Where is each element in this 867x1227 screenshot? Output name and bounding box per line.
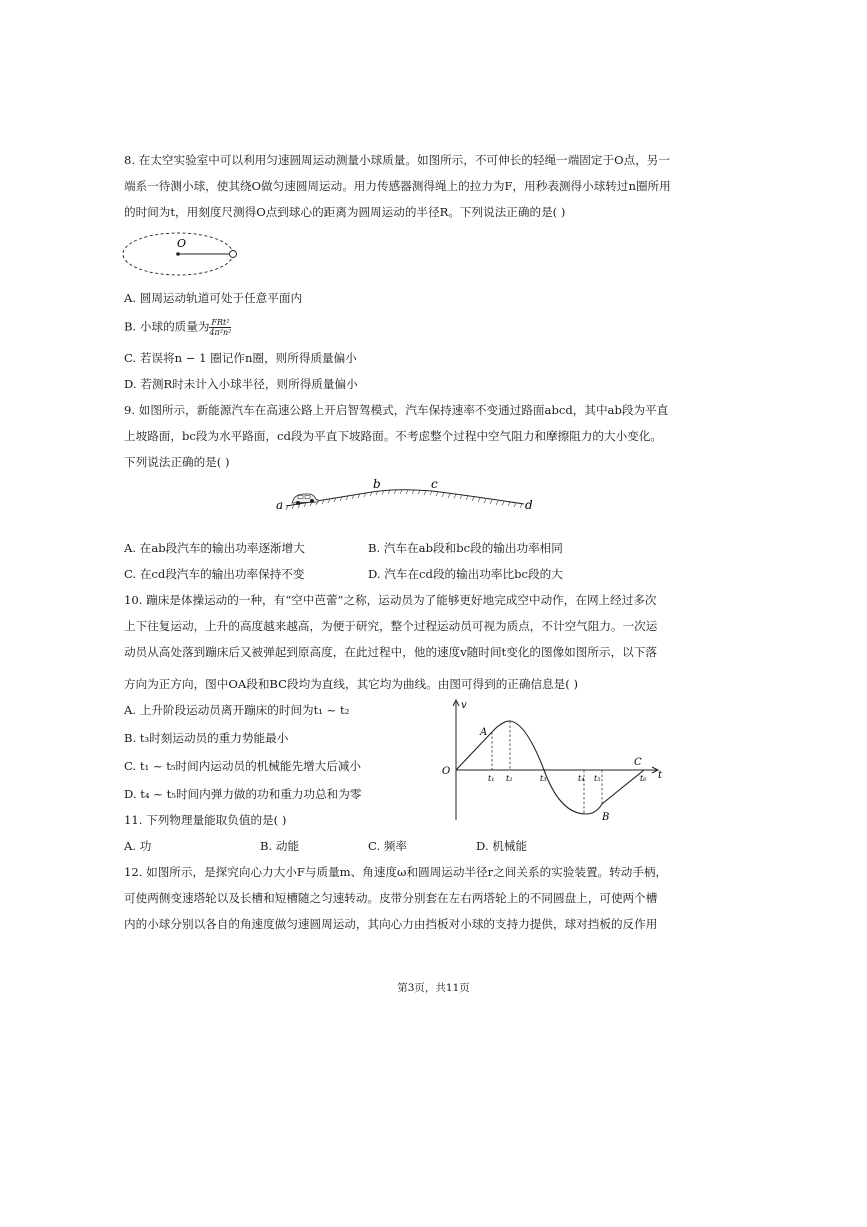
axis-label-v: v	[461, 700, 467, 711]
origin-label: O	[442, 766, 451, 777]
axis-label-t: t	[658, 770, 663, 781]
q11-option-d: D. 机械能	[476, 839, 528, 853]
q12-stem-line-1: 12. 如图所示，是探究向心力大小F与质量m、角速度ω和圆周运动半径r之间关系的实验装置。转动手柄，	[124, 865, 668, 879]
q9-option-c: C. 在cd段汽车的输出功率保持不变	[124, 567, 305, 581]
q9-option-d: D. 汽车在cd段的输出功率比bc段的大	[368, 567, 563, 581]
tick-t4: t₄	[578, 774, 585, 783]
page-footer: 第3页，共11页	[397, 982, 470, 994]
q10-velocity-time-graph	[436, 696, 672, 824]
q10-stem-line-2: 上下往复运动，上升的高度越来越高，为便于研究，整个过程运动员可视为质点，不计空气阻力。一次运	[124, 619, 658, 633]
q8-option-b	[124, 318, 744, 337]
q10-option-b: B. t₃时刻运动员的重力势能最小	[124, 731, 289, 745]
q10-stem-line-3: 动员从高处落到蹦床后又被弹起到原高度，在此过程中，他的速度v随时间t变化的图像如图所示，以下落	[124, 645, 657, 659]
q8-option-c: C. 若误将n − 1 圈记作n圈，则所得质量偏小	[124, 351, 357, 365]
q9-option-a: A. 在ab段汽车的输出功率逐渐增大	[124, 541, 305, 555]
q8-option-b-fraction	[209, 318, 231, 337]
q11-option-c: C. 频率	[368, 839, 408, 853]
q8-stem-line-2: 端系一待测小球，使其绕O做匀速圆周运动。用力传感器测得绳上的拉力为F，用秒表测得小球转过n圈所用	[124, 179, 671, 193]
tick-t2: t₂	[506, 774, 513, 783]
q10-stem-line-4: 方向为正方向，图中OA段和BC段均为直线，其它均为曲线。由图可得到的正确信息是( )	[124, 677, 578, 691]
q11-option-a: A. 功	[124, 839, 152, 853]
q9-stem-line-1: 9. 如图所示，新能源汽车在高速公路上开启智驾模式，汽车保持速率不变通过路面abcd，其中ab段为平直	[124, 403, 669, 417]
q12-stem-line-3: 内的小球分别以各自的角速度做匀速圆周运动，其向心力由挡板对小球的支持力提供，球对挡板的反作用	[124, 917, 658, 931]
q11-stem: 11. 下列物理量能取负值的是( )	[124, 813, 287, 827]
q9-stem-line-3: 下列说法正确的是( )	[124, 455, 230, 469]
road-label-c: c	[431, 477, 438, 491]
q8-option-b-prefix: B. 小球的质量为	[124, 319, 210, 334]
q9-stem-line-2: 上坡路面，bc段为水平路面，cd段为平直下坡路面。不考虑整个过程中空气阻力和摩擦阻力的大小变化。	[124, 429, 662, 443]
road-label-b: b	[373, 477, 381, 491]
point-a-label: A	[480, 727, 488, 738]
q8-point-o-label: O	[177, 237, 187, 250]
q10-option-d: D. t₄ ~ t₅时间内弹力做的功和重力功总和为零	[124, 787, 362, 801]
q9-option-b: B. 汽车在ab段和bc段的输出功率相同	[368, 541, 563, 555]
tick-t3: t₃	[540, 774, 547, 783]
q8-stem-line-3: 的时间为t，用刻度尺测得O点到球心的距离为圆周运动的半径R。下列说法正确的是( )	[124, 205, 566, 219]
tick-t6: t₆	[640, 774, 647, 783]
q11-option-b: B. 动能	[260, 839, 300, 853]
q10-option-c: C. t₁ ~ t₅时间内运动员的机械能先增大后减小	[124, 759, 362, 773]
q8-circular-motion-figure	[120, 230, 244, 278]
q8-stem-line-1: 8. 在太空实验室中可以利用匀速圆周运动测量小球质量。如图所示，不可伸长的轻绳一端固定于O点，另一	[124, 153, 670, 167]
road-label-d: d	[525, 498, 533, 512]
q8-option-a: A. 圆周运动轨道可处于任意平面内	[124, 291, 303, 305]
point-c-label: C	[634, 757, 642, 768]
q8-option-b-numerator: FRt²	[211, 318, 230, 327]
q8-option-d: D. 若测R时未计入小球半径，则所得质量偏小	[124, 377, 358, 391]
q10-option-a: A. 上升阶段运动员离开蹦床的时间为t₁ ~ t₂	[124, 703, 350, 717]
q9-road-figure	[272, 474, 542, 514]
q12-stem-line-2: 可使两侧变速塔轮以及长槽和短槽随之匀速转动。皮带分别套在左右两塔轮上的不同圆盘上，可使两个槽	[124, 891, 658, 905]
q8-option-b-denominator: 4π²n²	[209, 328, 232, 337]
point-b-label: B	[602, 812, 610, 823]
road-label-a: a	[276, 498, 284, 512]
q10-stem-line-1: 10. 蹦床是体操运动的一种，有“空中芭蕾”之称，运动员为了能够更好地完成空中动作，在网上经过多次	[124, 593, 657, 607]
tick-t5: t₅	[594, 774, 601, 783]
tick-t1: t₁	[488, 774, 495, 783]
